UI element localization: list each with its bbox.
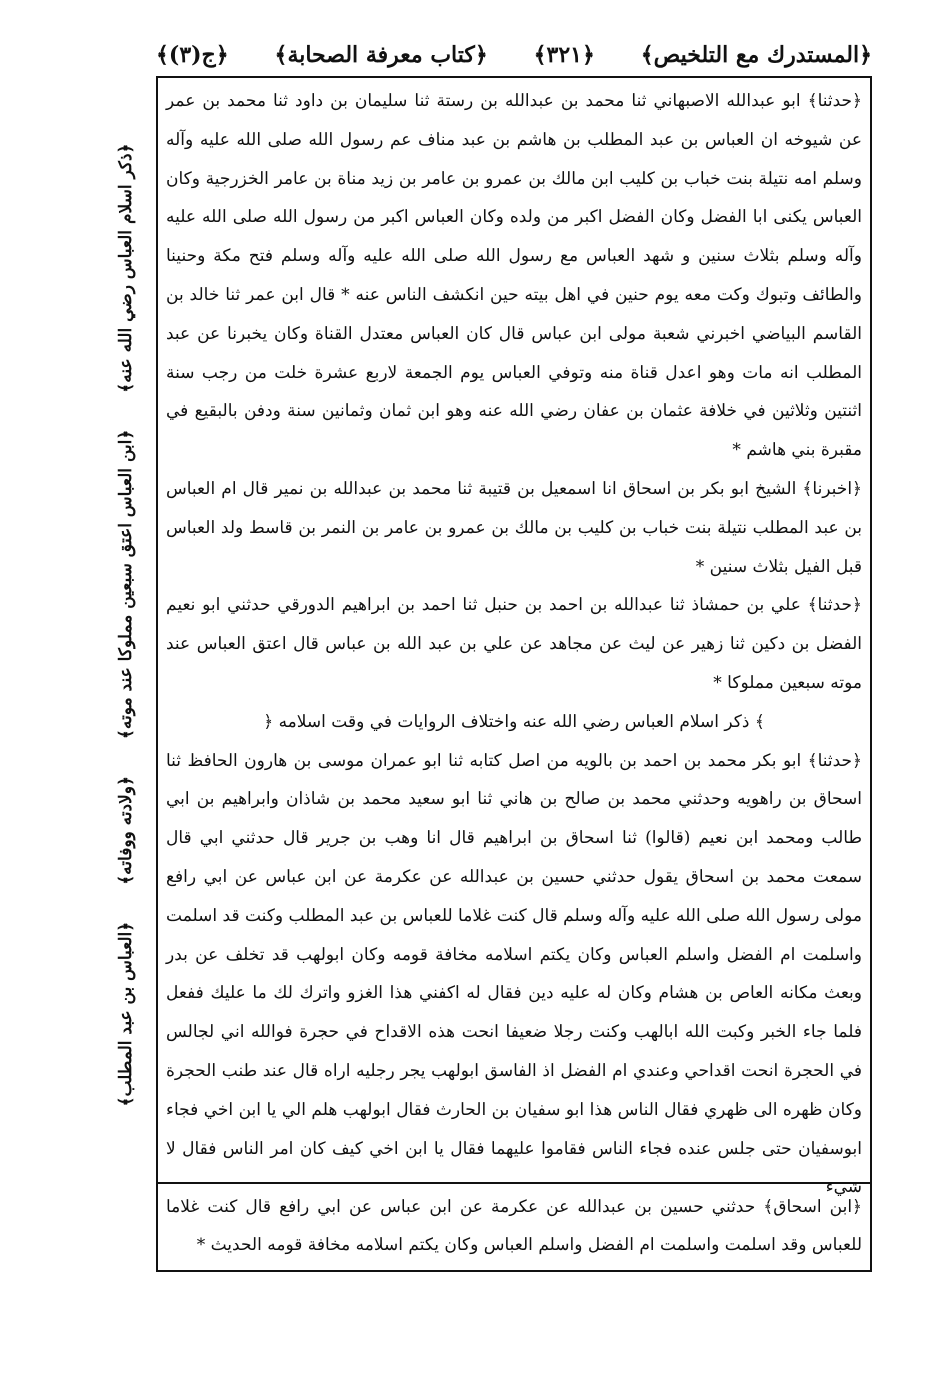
margin-note: ﴿ذكر اسلام العباس رضي الله عنه﴾ xyxy=(115,143,136,393)
main-text xyxy=(158,78,870,1198)
footnote-text xyxy=(158,1186,870,1270)
margin-note: ﴿العباس بن عبد المطلب﴾ xyxy=(115,921,136,1107)
volume-label: ﴿ج(٣)﴾ xyxy=(156,42,229,68)
page-number: ﴿٣٢١﴾ xyxy=(533,42,595,68)
margin-notes-text xyxy=(105,125,145,1125)
hadith-paragraph: ﴿حدثنا﴾ ابو بكر محمد بن احمد بن بالويه من اصل كتابه ثنا ابو عمران موسى بن هارون الحافظ ثنا اسحاق بن راهويه وحدثني محمد بن صالح بن هاني ثنا ابو سعيد محمد بن شاذان وابراهيم بن ابي طالب ومحمد ابن نعيم (قالوا) ثنا اسحاق بن ابراهيم قال انا وهب بن جرير قال حدثني ابي قال سمعت محمد بن اسحاق يقول حدثني حسين بن عبدالله عن عكرمة عن ابن عباس عن ابي رافع مولى رسول الله صلى الله عليه وآله وسلم قال كنت غلاما للعباس بن عبد المطلب وكنت قد اسلمت واسلمت ام الفضل واسلم العباس وكان يكتم اسلامه مخافة قومه وكان ابولهب قد تخلف عن بدر وبعث مكانه العاص بن هشام وكان له عليه دين فقال له اكفني هذا الغزو واترك لك ما عليك ففعل فلما جاء الخبر وكبت الله ابالهب وكنت رجلا ضعيفا انحت هذه الاقداح في حجرة فوالله اني لجالس في الحجرة انحت اقداحي وعندي ام الفضل اذ الفاسق ابولهب يجر رجليه اراه قال عند طنب الحجرة وكان ظهره الى ظهري فقال الناس هذا ابو سفيان بن الحارث فقال ابولهب هلم الي يا ابن اخي فجاء ابوسفيان حتى جلس عنده فجاء الناس فقاموا عليهما فقال يا ابن اخي كيف كان امر الناس فقال لا شيء xyxy=(166,750,862,1198)
footnote-separator xyxy=(158,1182,870,1184)
hadith-paragraph: ﴿اخبرنا﴾ الشيخ ابو بكر بن اسحاق انا اسمعيل بن قتيبة ثنا محمد بن عبدالله بن نمير قال ام العباس بن عبد المطلب نتيلة بنت خباب بن كليب بن مالك بن عمرو بن عامر بن النمر بن قاسط ولد العباس قبل الفيل بثلاث سنين * xyxy=(166,478,862,577)
margin-notes xyxy=(100,125,150,1125)
margin-note: ﴿ولادته ووفاته﴾ xyxy=(115,776,136,885)
section-heading: ﴾ ذكر اسلام العباس رضي الله عنه واختلاف الروايات في وقت اسلامه ﴿ xyxy=(263,711,765,732)
chapter-title: ﴿كتاب معرفة الصحابة﴾ xyxy=(274,42,488,68)
page-header xyxy=(156,34,872,76)
hadith-paragraph: ﴿حدثنا﴾ علي بن حمشاذ ثنا عبدالله بن احمد بن حنبل ثنا احمد بن ابراهيم الدورقي حدثني ابو نعيم الفضل بن دكين ثنا زهير عن ليث عن مجاهد عن علي بن عبد الله بن عباس قال اعتق العباس عند موته سبعين مملوكا * xyxy=(166,595,862,693)
margin-note: ﴿ابن العباس اعتق سبعين مملوكا عند موته﴾ xyxy=(115,429,136,740)
hadith-paragraph: ﴿حدثنا﴾ ابو عبدالله الاصبهاني ثنا محمد بن عبدالله بن رستة ثنا سليمان بن داود ثنا محمد بن عمر عن شيوخه ان العباس بن عبد المطلب بن هاشم بن عبد مناف عم رسول الله صلى الله عليه وآله وسلم امه نتيلة بنت خباب بن كليب ابن مالك بن عمرو بن عامر بن زيد مناة بن عامر الخزرجية وكان العباس يكنى ابا الفضل وكان الفضل اكبر من ولده وكان العباس اكبر من رسول الله صلى الله عليه وآله وسلم بثلاث سنين و شهد العباس مع رسول الله صلى الله عليه وآله وسلم فتح مكة وحنينا والطائف وتبوك وكت معه يوم حنين في اهل بيته حين انكشف الناس عنه ‌* قال ابن عمر ثنا خالد بن القاسم البياضي اخبرني شعبة مولى ابن عباس قال كان العباس معتدل القناة وكان يخبرنا عن عبد المطلب انه مات وهو اعدل قناة منه وتوفي العباس يوم الجمعة لاربع عشرة خلت من رجب سنة اثنتين وثلاثين في خلافة عثمان بن عفان رضي الله عنه وهو ابن ثمان وثمانين سنة ودفن بالبقيع في مقبرة بني هاشم * xyxy=(166,91,862,461)
footnote-paragraph: ﴿ابن اسحاق﴾ حدثني حسين بن عبدالله عن عكرمة عن ابن عباس عن ابي رافع قال كنت غلاما للعباس وقد اسلمت واسلمت ام الفضل واسلم العباس وكان يكتم اسلامه مخافة قومه الحديث * xyxy=(166,1197,862,1255)
text-frame xyxy=(156,76,872,1272)
book-title: ﴿المستدرك مع التلخيص﴾ xyxy=(640,42,872,68)
